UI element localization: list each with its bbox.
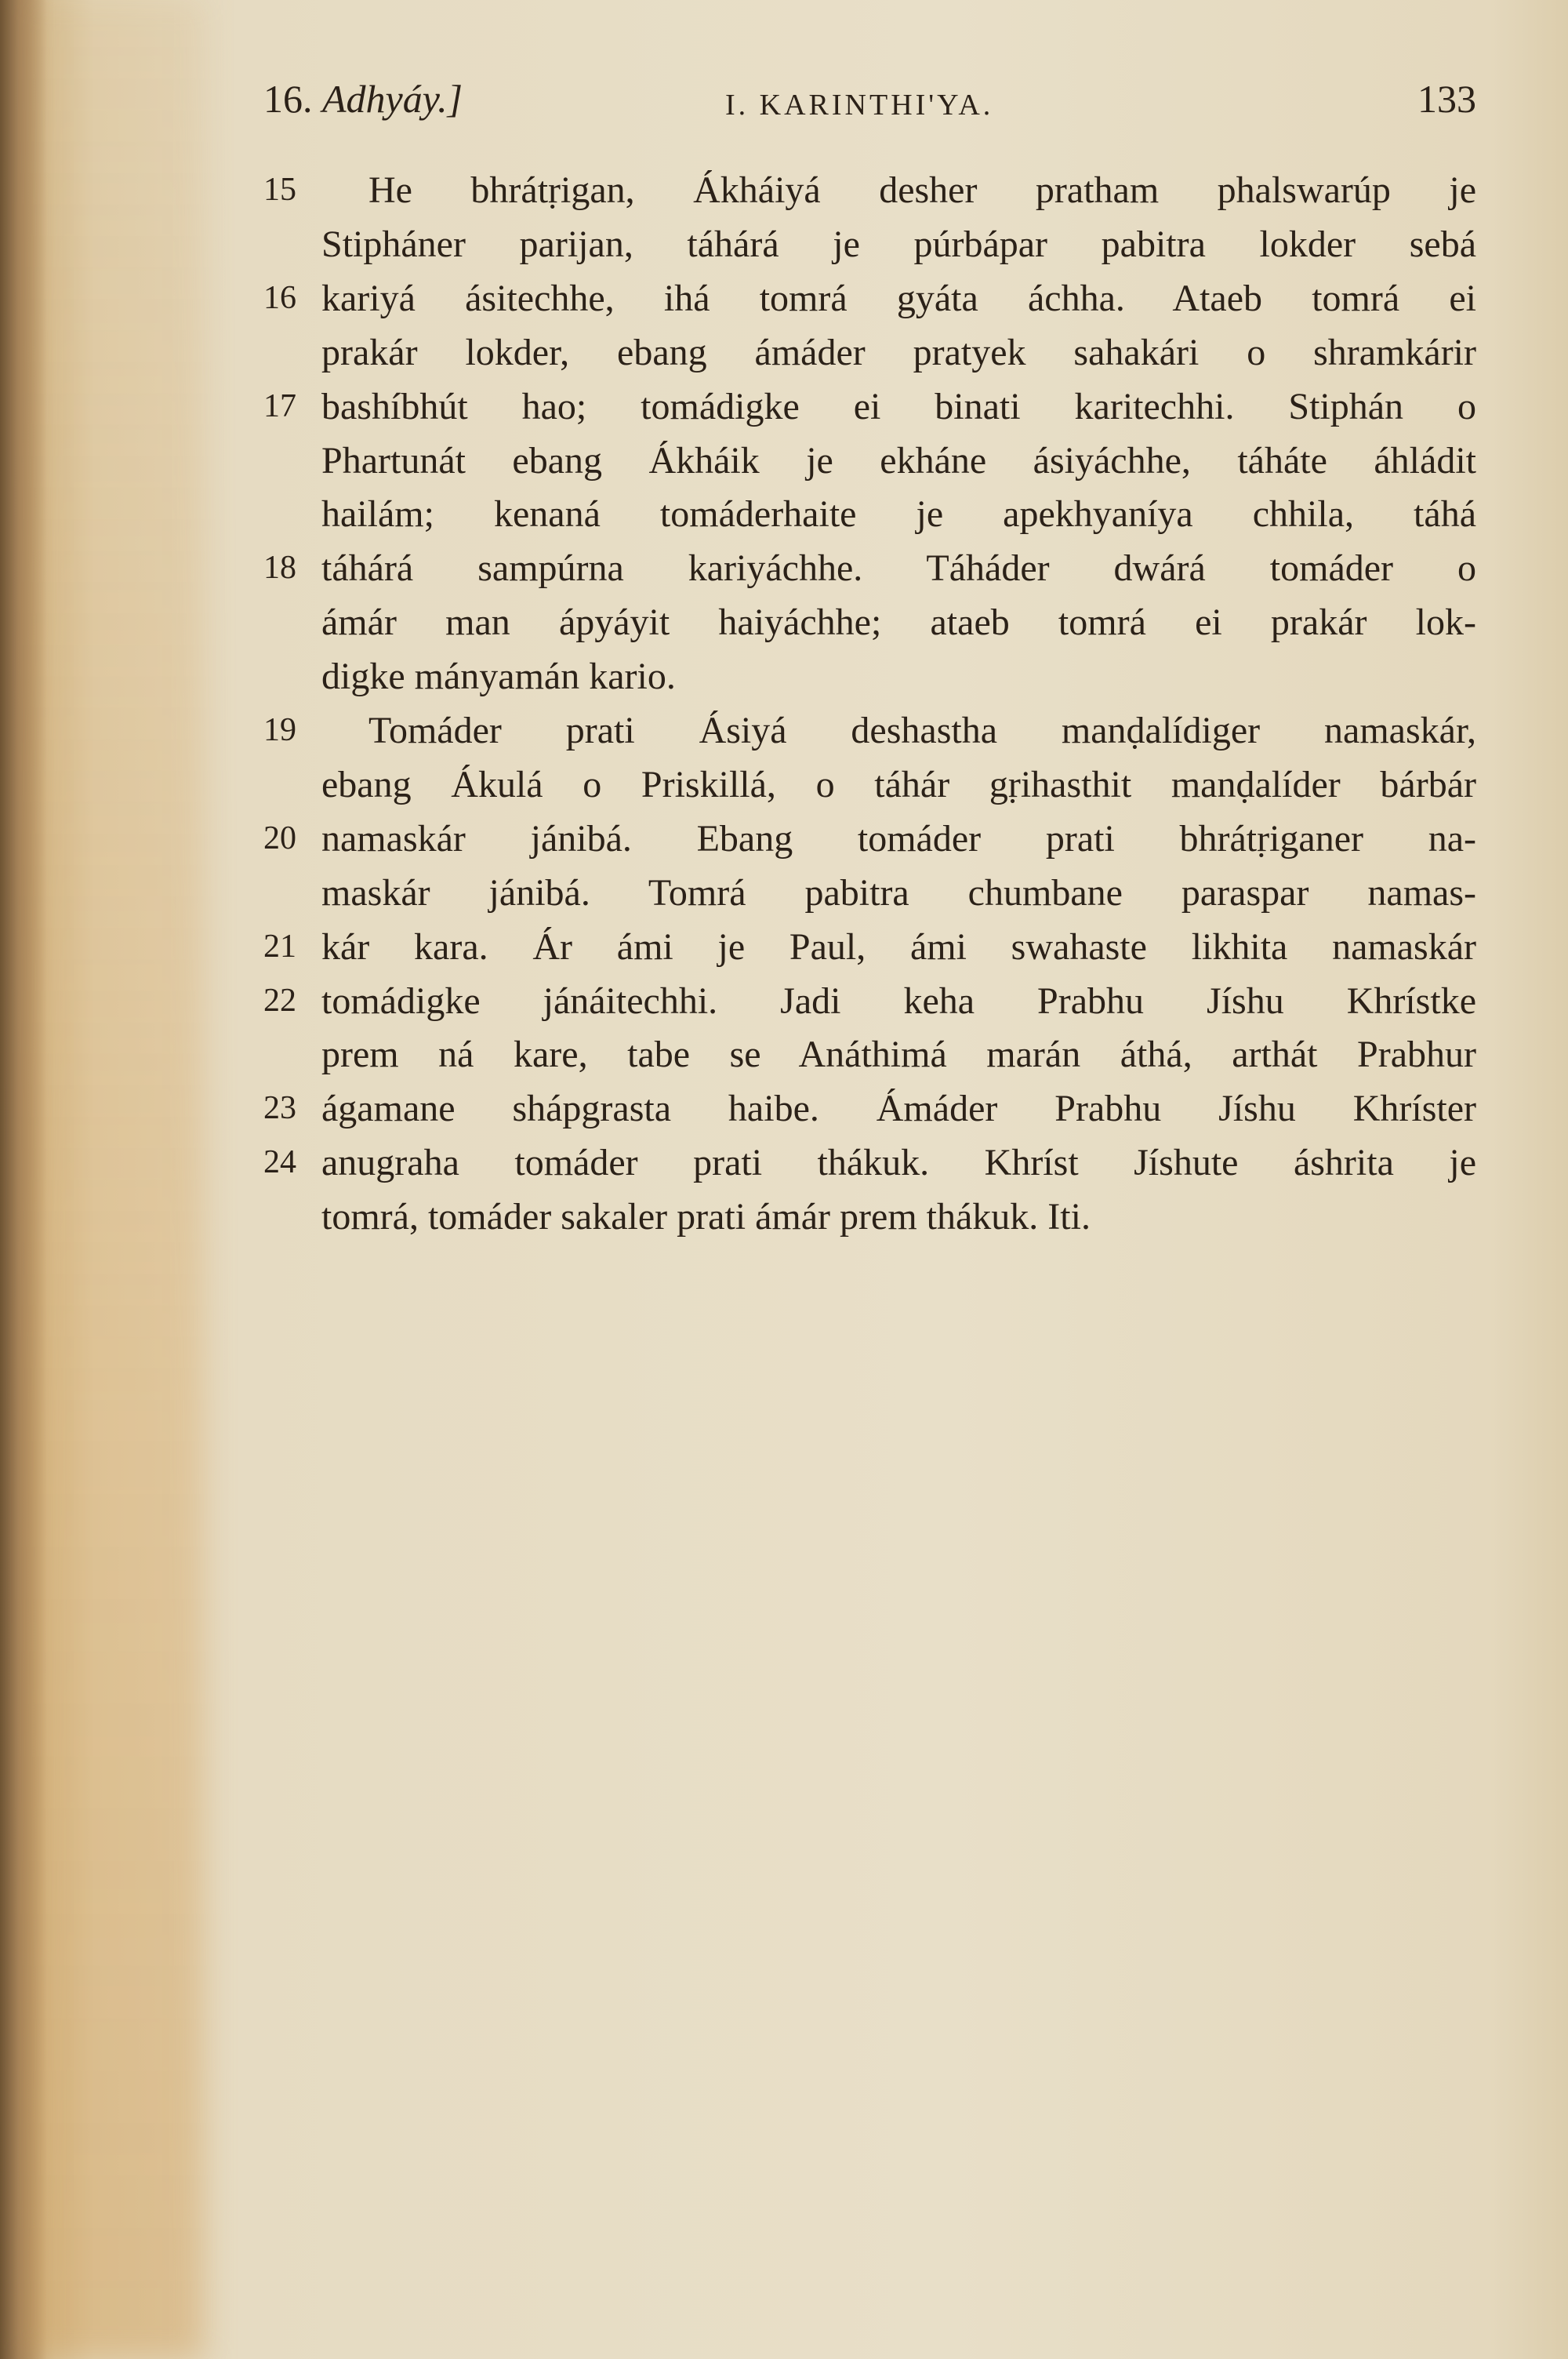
verse-number: 16: [263, 279, 296, 316]
verse-number: 15: [263, 172, 296, 208]
text-line: kariyá ásitechhe, ihá tomrá gyáta áchha. Ataeb tomrá ei: [321, 277, 1476, 319]
verse-number: 17: [263, 387, 296, 424]
running-head-chapter: [263, 75, 463, 122]
verse-number: 23: [263, 1090, 296, 1127]
text-line: bashíbhút hao; tomádigke ei binati karitechhi. Stiphán o: [321, 385, 1476, 427]
verse-number: 21: [263, 928, 296, 965]
text-line: Tomáder prati Ásiyá deshastha manḍalídiger namaskár,: [368, 710, 1476, 751]
text-line: digke mányamán kario.: [321, 656, 676, 698]
text-line: ebang Ákulá o Priskillá, o táhár gṛihasthit manḍalíder bárbár: [321, 763, 1476, 805]
verse-number: 18: [263, 550, 296, 587]
page-number: 133: [1417, 77, 1476, 121]
text-line: anugraha tomáder prati thákuk. Khríst Jíshute áshrita je: [321, 1142, 1476, 1184]
text-line: táhárá sampúrna kariyáchhe. Táháder dwárá tomáder o: [321, 547, 1476, 590]
text-line: tomádigke jánáitechhi. Jadi keha Prabhu Jíshu Khrístke: [321, 980, 1476, 1022]
text-line: He bhrátṛigan, Ákháiyá desher pratham phalswarúp je: [368, 169, 1476, 211]
text-line: tomrá, tomáder sakaler prati ámár prem thákuk. Iti.: [321, 1196, 1091, 1238]
text-line: ágamane shápgrasta haibe. Ámáder Prabhu Jíshu Khríster: [321, 1088, 1476, 1130]
chapter-word: Adhyáy.]: [322, 77, 463, 121]
text-line: namaskár jánibá. Ebang tomáder prati bhrátṛiganer na-: [321, 817, 1476, 860]
verse-number: 24: [263, 1144, 296, 1181]
text-line: prakár lokder, ebang ámáder pratyek sahakári o shramkárir: [321, 331, 1476, 373]
verse-number: 22: [263, 982, 296, 1019]
text-line: hailám; kenaná tomáderhaite je apekhyaníya chhila, táhá: [321, 493, 1476, 536]
verse-number: 20: [263, 820, 296, 856]
text-line: maskár jánibá. Tomrá pabitra chumbane paraspar namas-: [321, 871, 1476, 914]
text-line: prem ná kare, tabe se Anáthimá marán áthá, arthát Prabhur: [321, 1034, 1476, 1076]
chapter-number: 16.: [263, 77, 313, 121]
text-line: ámár man ápyáyit haiyáchhe; ataeb tomrá ei prakár lok-: [321, 602, 1476, 644]
running-head-book: I. KARINTHI'YA.: [725, 89, 994, 122]
text-line: Phartunát ebang Ákháik je ekháne ásiyáchhe, táháte áhládit: [321, 439, 1476, 482]
text-line: Stipháner parijan, táhárá je púrbápar pabitra lokder sebá: [321, 223, 1476, 265]
text-line: kár kara. Ár ámi je Paul, ámi swahaste likhita namaskár: [321, 925, 1476, 968]
page-edge-stain: [31, 0, 204, 2359]
verse-number: 19: [263, 712, 296, 748]
